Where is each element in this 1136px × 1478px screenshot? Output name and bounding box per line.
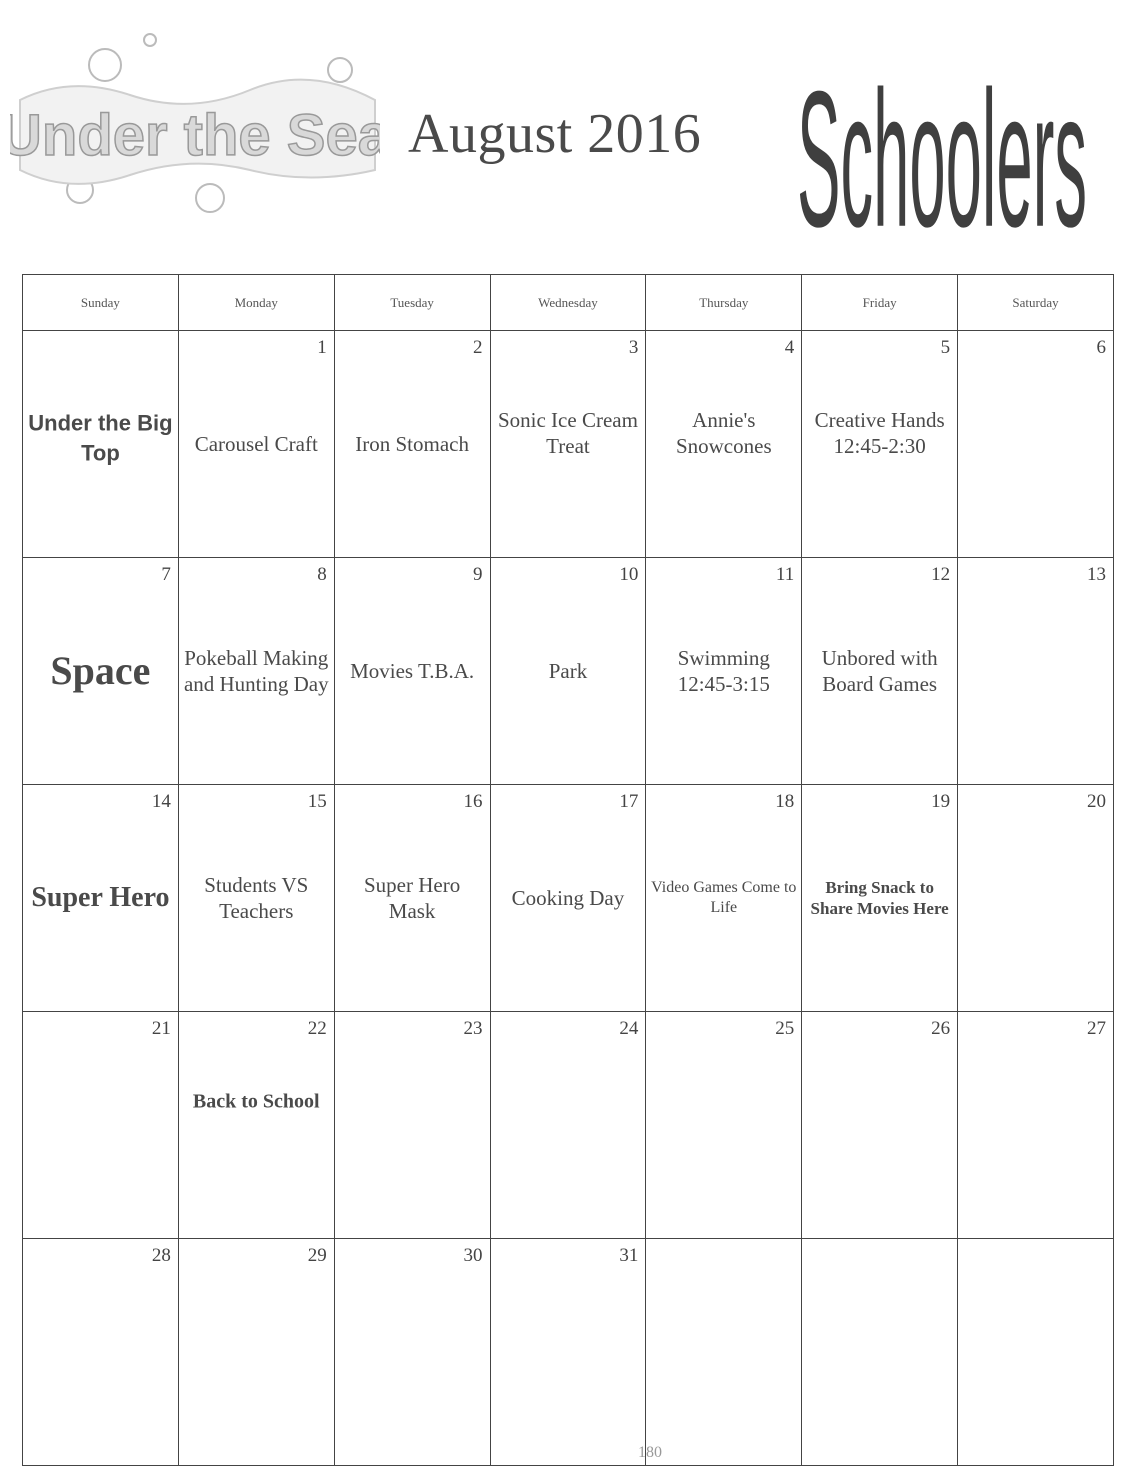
day-event: Pokeball Making and Hunting Day	[183, 645, 329, 696]
calendar-week-row	[23, 785, 1114, 1012]
day-number: 11	[775, 564, 795, 585]
calendar-day-cell	[490, 558, 646, 785]
calendar-day-cell	[490, 785, 646, 1012]
calendar-day-cell	[802, 331, 958, 558]
day-number: 29	[307, 1245, 327, 1266]
day-number: 30	[463, 1245, 483, 1266]
weekday-saturday: Saturday	[958, 275, 1114, 331]
day-number: 18	[775, 791, 795, 812]
day-event: Carousel Craft	[194, 431, 318, 456]
day-event: Swimming 12:45-3:15	[677, 645, 770, 696]
day-event: Iron Stomach	[355, 431, 469, 456]
page-number: 180	[638, 1444, 662, 1461]
calendar-day-cell	[802, 1239, 958, 1466]
day-event: Cooking Day	[511, 885, 625, 910]
calendar-day-cell	[646, 1239, 802, 1466]
day-number: 4	[784, 337, 795, 358]
day-number: 12	[931, 564, 951, 585]
calendar-day-cell	[178, 1012, 334, 1239]
day-number: 22	[307, 1018, 327, 1039]
day-number: 19	[931, 791, 951, 812]
day-number: 8	[317, 564, 327, 585]
day-number: 26	[931, 1018, 951, 1039]
day-event: Creative Hands 12:45-2:30	[814, 407, 945, 458]
calendar-day-cell	[178, 331, 334, 558]
day-event: Super Hero	[31, 881, 170, 913]
calendar-day-cell	[646, 331, 802, 558]
day-number: 6	[1096, 337, 1106, 358]
weekday-header-row	[23, 275, 1114, 331]
day-number: 15	[307, 791, 327, 812]
day-number: 13	[1087, 564, 1106, 585]
day-number: 20	[1087, 791, 1106, 812]
calendar-day-cell	[802, 785, 958, 1012]
weekday-sunday: Sunday	[23, 275, 179, 331]
calendar-day-cell	[490, 1239, 646, 1466]
day-number: 1	[317, 337, 327, 358]
calendar-week-row	[23, 331, 1114, 558]
calendar-day-cell	[178, 1239, 334, 1466]
calendar-day-cell	[646, 558, 802, 785]
calendar-day-cell	[958, 1012, 1114, 1239]
calendar-day-cell	[334, 558, 490, 785]
day-event: Back to School	[192, 1090, 320, 1113]
day-number: 2	[473, 337, 483, 358]
calendar-grid	[22, 274, 1114, 1466]
day-event: Annie's Snowcones	[675, 407, 772, 458]
bubble-icon	[144, 34, 156, 46]
day-number: 5	[940, 337, 951, 358]
calendar-day-cell	[646, 1012, 802, 1239]
brand-title-text: Schoolers	[797, 50, 1087, 240]
weekday-friday: Friday	[802, 275, 958, 331]
month-title: August 2016	[408, 103, 702, 165]
bubble-icon	[89, 49, 121, 81]
day-event: Space	[50, 648, 151, 693]
day-event: Video Games Come to Life	[651, 879, 797, 916]
day-number: 28	[151, 1245, 171, 1266]
day-number: 31	[619, 1245, 639, 1266]
calendar-day-cell	[958, 785, 1114, 1012]
calendar-day-cell	[23, 331, 179, 558]
day-event: Under the Big Top	[28, 410, 173, 466]
calendar-week-row	[23, 558, 1114, 785]
day-event: Park	[548, 658, 588, 683]
day-event: Unbored with Board Games	[821, 645, 938, 696]
calendar-day-cell	[802, 1012, 958, 1239]
calendar-day-cell	[490, 1012, 646, 1239]
day-number: 14	[151, 791, 171, 812]
calendar-day-cell	[23, 1012, 179, 1239]
calendar-day-cell	[334, 331, 490, 558]
day-number: 27	[1087, 1018, 1106, 1039]
day-number: 10	[619, 564, 639, 585]
weekday-tuesday: Tuesday	[334, 275, 490, 331]
day-number: 17	[619, 791, 639, 812]
calendar-day-cell	[23, 1239, 179, 1466]
day-event: Bring Snack to Share Movies Here	[810, 877, 949, 918]
logo-text: Under the Sea	[10, 103, 380, 168]
calendar-day-cell	[334, 1239, 490, 1466]
calendar-day-cell	[802, 558, 958, 785]
logo-graphic	[10, 20, 380, 220]
calendar-day-cell	[958, 331, 1114, 558]
day-event: Sonic Ice Cream Treat	[497, 407, 638, 458]
day-number: 9	[473, 564, 483, 585]
calendar-day-cell	[490, 331, 646, 558]
bubble-icon	[328, 58, 352, 82]
day-number: 3	[628, 337, 639, 358]
calendar-day-cell	[958, 558, 1114, 785]
calendar-day-cell	[334, 785, 490, 1012]
calendar-day-cell	[178, 785, 334, 1012]
weekday-monday: Monday	[178, 275, 334, 331]
calendar-day-cell	[178, 558, 334, 785]
under-the-sea-logo	[10, 20, 380, 220]
calendar-week-row	[23, 1012, 1114, 1239]
calendar-week-row	[23, 1239, 1114, 1466]
weekday-wednesday: Wednesday	[490, 275, 646, 331]
day-event: Super Hero Mask	[363, 872, 461, 923]
bubble-icon	[196, 184, 224, 212]
day-number: 7	[161, 564, 171, 585]
day-number: 16	[463, 791, 483, 812]
day-number: 21	[151, 1018, 171, 1039]
day-number: 23	[463, 1018, 483, 1039]
day-event: Students VS Teachers	[204, 872, 309, 923]
day-number: 25	[775, 1018, 795, 1039]
schoolers-title	[795, 30, 1095, 240]
day-number: 24	[619, 1018, 639, 1039]
calendar-day-cell	[23, 785, 179, 1012]
calendar-day-cell	[958, 1239, 1114, 1466]
weekday-thursday: Thursday	[646, 275, 802, 331]
calendar-day-cell	[646, 785, 802, 1012]
day-event: Movies T.B.A.	[350, 658, 475, 683]
calendar-day-cell	[334, 1012, 490, 1239]
calendar-day-cell	[23, 558, 179, 785]
